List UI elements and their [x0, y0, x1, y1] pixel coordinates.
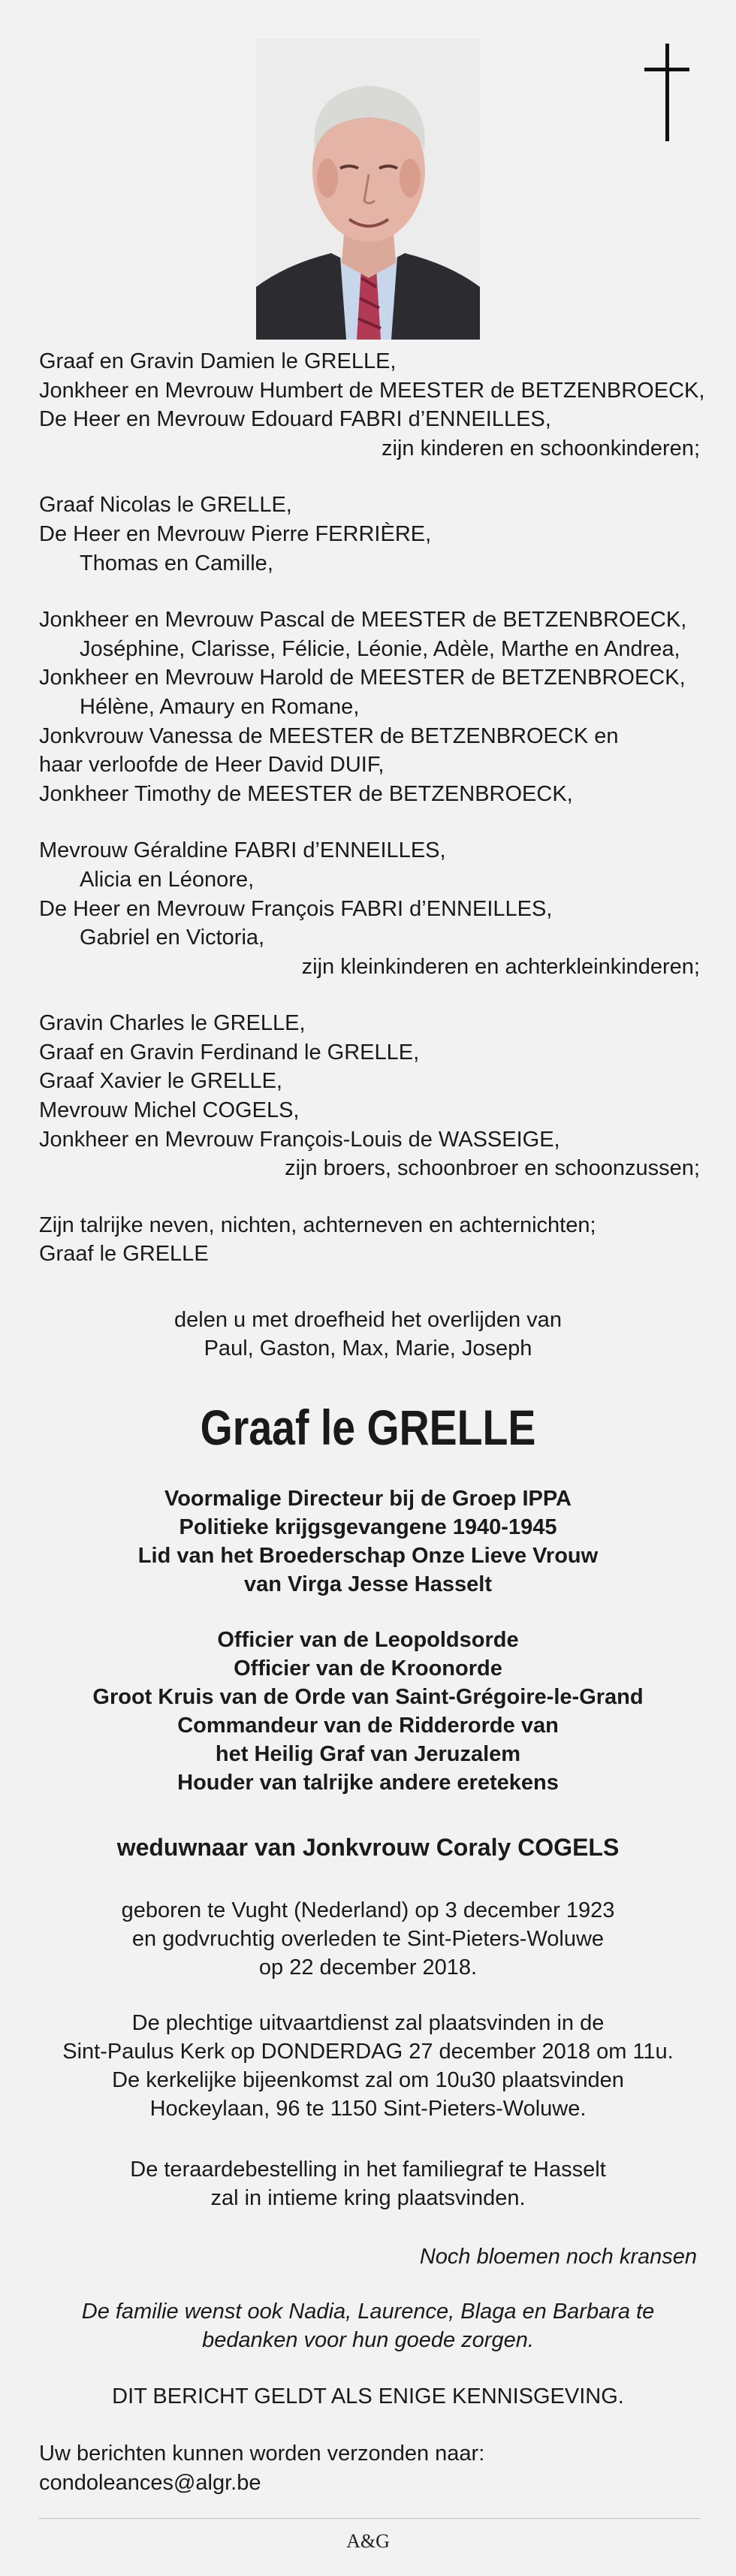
condolences-block — [39, 2439, 700, 2497]
family-line: Jonkheer en Mevrouw Humbert de MEESTER de BETZENBROECK, — [39, 378, 705, 403]
condolences-email[interactable]: condoleances@algr.be — [39, 2470, 261, 2495]
family-line: Gabriel en Victoria, — [80, 926, 265, 950]
role-line: van Virga Jesse Hasselt — [244, 1572, 492, 1596]
honour-line: Officier van de Leopoldsorde — [217, 1628, 519, 1652]
family-line: Alicia en Léonore, — [80, 867, 255, 892]
footer-divider — [39, 2518, 700, 2519]
family-relation: zijn kleinkinderen en achterkleinkinderen; — [301, 954, 700, 979]
family-group — [39, 605, 700, 808]
family-line: De Heer en Mevrouw Pierre FERRIÈRE, — [39, 521, 432, 546]
thanks-line: De familie wenst ook Nadia, Laurence, Blaga en Barbara te — [81, 2300, 655, 2324]
role-line: Voormalige Directeur bij de Groep IPPA — [164, 1487, 572, 1511]
family-line: haar verloofde de Heer David DUIF, — [39, 753, 385, 778]
funeral-line: De plechtige uitvaartdienst zal plaatsvinden in de — [131, 2011, 605, 2035]
deceased-name: Graaf le GRELLE — [200, 1400, 536, 1455]
family-line: Jonkheer en Mevrouw Harold de MEESTER de BETZENBROECK, — [39, 666, 686, 690]
family-line: Mevrouw Géraldine FABRI d’ENNEILLES, — [39, 838, 446, 863]
role-line: Politieke krijgsgevangene 1940-1945 — [179, 1515, 557, 1539]
family-line: Joséphine, Clarisse, Félicie, Léonie, Adèle, Marthe en Andrea, — [80, 636, 680, 661]
thanks-block — [30, 2297, 706, 2354]
role-line: Lid van het Broederschap Onze Lieve Vrouw — [137, 1544, 599, 1568]
honour-line: het Heilig Graf van Jeruzalem — [215, 1742, 521, 1766]
birth-line: op 22 december 2018. — [258, 1955, 478, 1980]
birth-line: en godvruchtig overleden te Sint-Pieters-Woluwe — [131, 1927, 605, 1951]
family-group — [39, 836, 700, 981]
family-list — [39, 347, 705, 1297]
family-relation: zijn broers, schoonbroer en schoonzussen; — [285, 1156, 700, 1181]
family-line: Zijn talrijke neven, nichten, achterneven en achternichten; — [39, 1213, 596, 1237]
funeral-line: De kerkelijke bijeenkomst zal om 10u30 plaatsvinden — [112, 2068, 624, 2092]
burial-line: zal in intieme kring plaatsvinden. — [210, 2186, 526, 2210]
portrait-photo — [256, 39, 480, 340]
birth-death-block — [30, 1896, 706, 1982]
family-line: Graaf Xavier le GRELLE, — [39, 1069, 282, 1094]
announcement — [30, 1306, 706, 1363]
roles-block — [30, 1484, 706, 1599]
publisher-logo: A&G — [346, 2530, 390, 2552]
family-line: Hélène, Amaury en Romane, — [80, 694, 360, 719]
burial-line: De teraardebestelling in het familiegraf te Hasselt — [130, 2158, 606, 2182]
deceased-given-names: Paul, Gaston, Max, Marie, Joseph — [204, 1336, 532, 1360]
funeral-line: Sint-Paulus Kerk op DONDERDAG 27 december 2018 om 11u. — [62, 2040, 674, 2064]
widower-line: weduwnaar van Jonkvrouw Coraly COGELS — [116, 1834, 620, 1861]
thanks-line: bedanken voor hun goede zorgen. — [202, 2328, 534, 2352]
family-relation: zijn kinderen en schoonkinderen; — [382, 436, 700, 461]
announcement-line: delen u met droefheid het overlijden van — [174, 1308, 562, 1332]
birth-line: geboren te Vught (Nederland) op 3 december 1923 — [121, 1898, 615, 1922]
honours-block — [30, 1626, 706, 1797]
family-line: Graaf Nicolas le GRELLE, — [39, 493, 292, 518]
funeral-line: Hockeylaan, 96 te 1150 Sint-Pieters-Woluwe. — [149, 2097, 587, 2121]
family-line: Graaf en Gravin Ferdinand le GRELLE, — [39, 1040, 420, 1065]
honour-line: Houder van talrijke andere eretekens — [177, 1771, 559, 1795]
honour-line: Groot Kruis van de Orde van Saint-Grégoire-le-Grand — [92, 1685, 644, 1709]
family-group — [39, 1009, 700, 1183]
portrait-image — [256, 39, 480, 340]
family-line: Gravin Charles le GRELLE, — [39, 1011, 306, 1036]
condolences-label: Uw berichten kunnen worden verzonden naar: — [39, 2442, 485, 2466]
family-line: Jonkvrouw Vanessa de MEESTER de BETZENBROECK en — [39, 723, 619, 748]
family-line: Mevrouw Michel COGELS, — [39, 1098, 300, 1123]
honour-line: Commandeur van de Ridderorde van — [177, 1714, 559, 1738]
funeral-block — [30, 2009, 706, 2123]
family-line: De Heer en Mevrouw Edouard FABRI d’ENNEILLES, — [39, 407, 551, 432]
family-line: Jonkheer Timothy de MEESTER de BETZENBROECK, — [39, 781, 573, 806]
flowers-note: Noch bloemen noch kransen — [419, 2245, 697, 2269]
cross-icon — [644, 44, 689, 141]
burial-block — [30, 2155, 706, 2212]
family-line: Jonkheer en Mevrouw François-Louis de WASSEIGE, — [39, 1127, 560, 1152]
family-line: Thomas en Camille, — [80, 551, 273, 575]
family-line: Jonkheer en Mevrouw Pascal de MEESTER de BETZENBROECK, — [39, 608, 687, 633]
family-group — [39, 347, 705, 463]
family-line: Graaf le GRELLE — [39, 1242, 209, 1267]
notice-line: DIT BERICHT GELDT ALS ENIGE KENNISGEVING. — [112, 2384, 624, 2408]
family-group — [39, 1211, 700, 1269]
honour-line: Officier van de Kroonorde — [234, 1656, 502, 1681]
family-line: Graaf en Gravin Damien le GRELLE, — [39, 349, 397, 373]
family-group — [39, 491, 700, 578]
family-line: De Heer en Mevrouw François FABRI d’ENNEILLES, — [39, 896, 553, 921]
